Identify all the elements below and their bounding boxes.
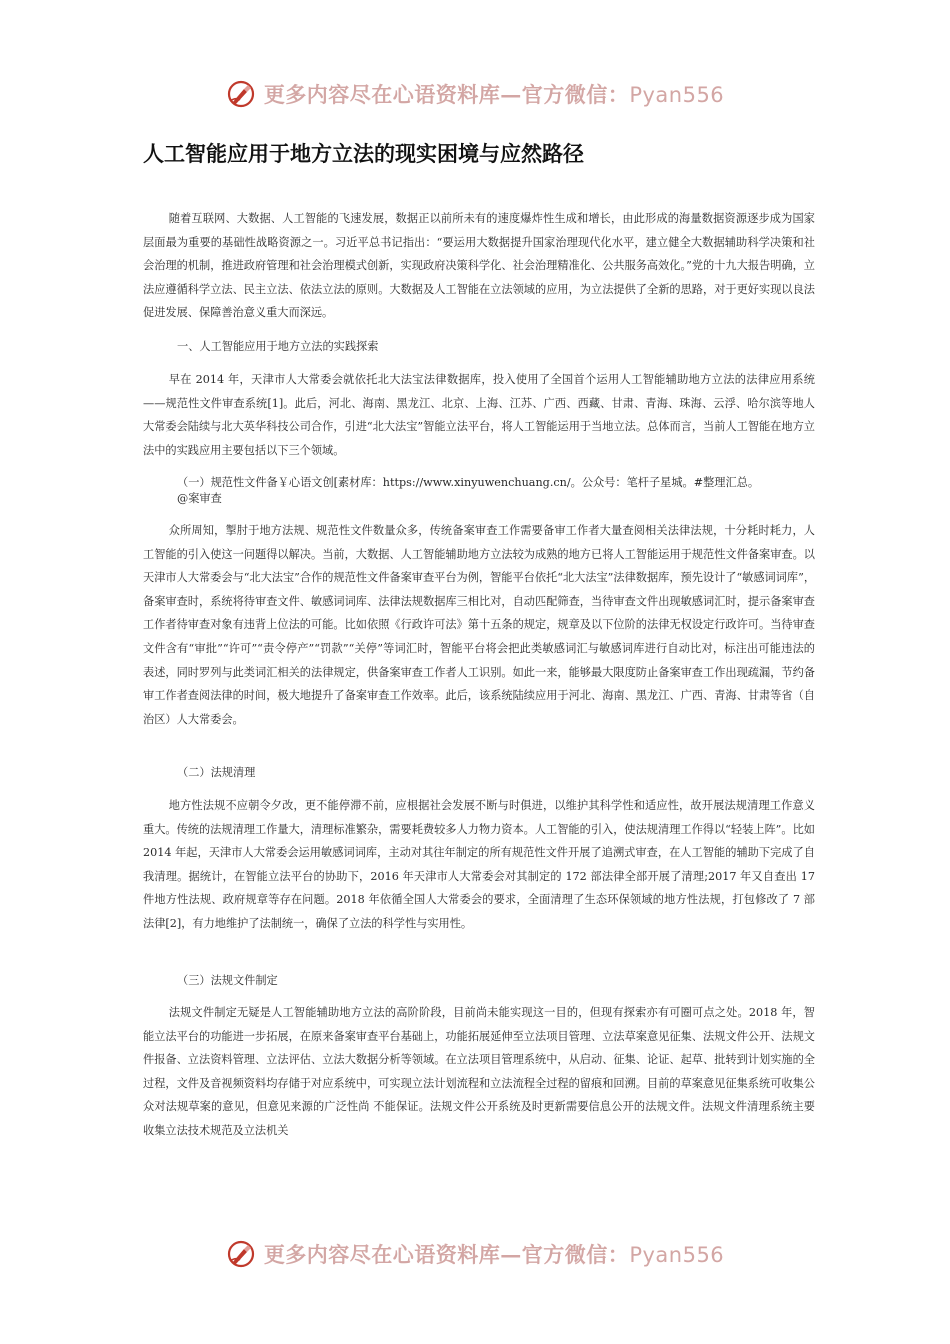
intro-paragraph: 随着互联网、大数据、人工智能的飞速发展，数据正以前所未有的速度爆炸性生成和增长，由此形成的海量数据资源逐步成为国家层面最为重要的基础性战略资源之一。习近平总书记指出：“要运用大数据提升国家治理现代化水平，建立健全大数据辅助科学决策和社会治理的机制，推进政府管理和社会治理模式创新，实现政府决策科学化、社会治理精准化、公共服务高效化。”党的十九大报告明确，立法应遵循科学立法、民主立法、依法立法的原则。大数据及人工智能在立法领域的应用，为立法提供了全新的思路，对于更好实现以良法促进发展、保障善治意义重大而深远。 [143,212,815,320]
subsection-3-paragraph: 法规文件制定无疑是人工智能辅助地方立法的高阶阶段，目前尚未能实现这一目的，但现有探索亦有可圈可点之处。2018 年，智能立法平台的功能进一步拓展，在原来备案审查平台基础上，功能拓展延伸至立法项目管理、立法草案意见征集、法规文件公开、法规文件报备、立法资料管理、立法评估、立法大数据分析等领域。在立法项目管理系统中，从启动、征集、论证、起草、批转到计划实施的全过程，文件及音视频资料均存储于对应系统中，可实现立法计划流程和立法流程全过程的留痕和回溯。目前的草案意见征集系统可收集公众对法规草案的意见，但意见来源的广泛性尚 不能保证。法规文件公开系统及时更新需要信息公开的法规文件。法规文件清理系统主要收集立法技术规范及立法机关 [143,1006,815,1137]
subsection-2-paragraph: 地方性法规不应朝令夕改，更不能停滞不前，应根据社会发展不断与时俱进，以维护其科学性和适应性，故开展法规清理工作意义重大。传统的法规清理工作量大，清理标准繁杂，需要耗费较多人力物力资本。人工智能的引入，使法规清理工作得以“轻装上阵”。比如 2014 年起，天津市人大常委会运用敏感词词库，主动对其往年制定的所有规范性文件开展了追溯式审查，在人工智能的辅助下完成了自我清理。据统计，在智能立法平台的协助下，2016 年天津市人大常委会对其制定的 172 部法律全部开展了清理;2017 年又自查出 17 件地方性法规、政府规章等存在问题。2018 年依循全国人大常委会的要求，全面清理了生态环保领域的地方性法规，打包修改了 7 部法律[2]，有力地维护了法制统一，确保了立法的科学性与实用性。 [143,799,815,930]
header-wechat-id: Pyan556 [629,83,725,107]
section-1-paragraph: 早在 2014 年，天津市人大常委会就依托北大法宝法律数据库，投入使用了全国首个运用人工智能辅助地方立法的法律应用系统——规范性文件审查系统[1]。此后，河北、海南、黑龙江、北京、上海、江苏、广西、西藏、甘肃、青海、珠海、云浮、哈尔滨等地人大常委会陆续与北大英华科技公司合作，引进“北大法宝”智能立法平台，将人工智能运用于当地立法。总体而言，当前人工智能在地方立法中的实践应用主要包括以下三个领域。 [143,373,815,457]
subsection-3-heading: （三）法规文件制定 [177,974,278,987]
footer-wechat-id: Pyan556 [629,1243,725,1267]
section-1-heading: 一、人工智能应用于地方立法的实践探索 [177,340,379,353]
footer-watermark-banner [0,1232,950,1276]
header-watermark-banner [0,72,950,116]
pen-logo-icon [226,79,256,109]
article-title: 人工智能应用于地方立法的现实困境与应然路径 [143,142,584,166]
subsection-1-heading-line1: （一）规范性文件备￥心语文创[素材库：https://www.xinyuwenchuang.cn/。公众号：笔杆子星城。#整理汇总。 [177,476,760,489]
header-watermark-text: 更多内容尽在心语资料库—官方微信：Pyan556 [263,82,725,107]
subsection-2-heading: （二）法规清理 [177,766,256,779]
pen-logo-icon [226,1239,256,1269]
subsection-1-heading-line2: @案审查 [177,492,222,505]
subsection-1-paragraph: 众所周知，掣肘于地方法规、规范性文件数量众多，传统备案审查工作需要备审工作者大量查阅相关法律法规，十分耗时耗力，人工智能的引入使这一问题得以解决。当前，大数据、人工智能辅助地方立法较为成熟的地方已将人工智能运用于规范性文件备案审查。以天津市人大常委会与“北大法宝”合作的规范性文件备案审查平台为例，智能平台依托“北大法宝”法律数据库，预先设计了“敏感词词库”，备案审查时，系统将待审查文件、敏感词词库、法律法规数据库三相比对，自动匹配筛查，当待审查文件出现敏感词汇时，提示备案审查工作者待审查对象有违背上位法的可能。比如依照《行政许可法》第十五条的规定，规章及以下位阶的法律无权设定行政许可。当待审查文件含有“审批”“许可”“责令停产”“罚款”“关停”等词汇时，智能平台将会把此类敏感词汇与敏感词库进行自动比对，标注出可能违法的表述，同时罗列与此类词汇相关的法律规定，供备案审查工作者人工识别。如此一来，能够最大限度防止备案审查工作出现疏漏，节约备审工作者查阅法律的时间，极大地提升了备案审查工作效率。此后，该系统陆续应用于河北、海南、黑龙江、广西、青海、甘肃等省（自治区）人大常委会。 [143,524,816,726]
footer-watermark-text: 更多内容尽在心语资料库—官方微信：Pyan556 [263,1242,725,1267]
